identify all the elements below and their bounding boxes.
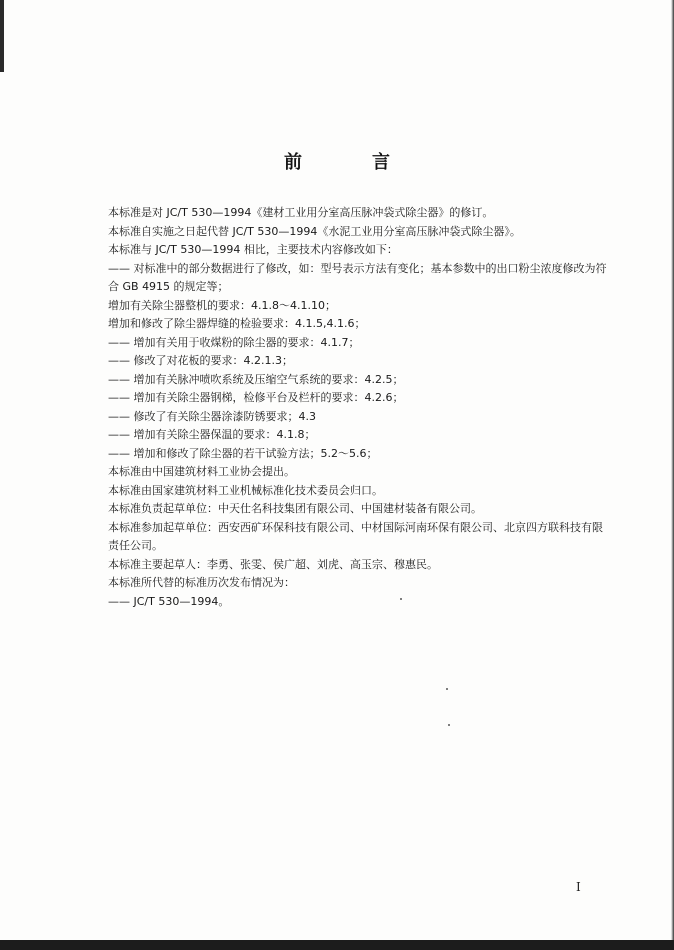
- paragraph: 本标准由中国建筑材料工业协会提出。: [108, 465, 295, 478]
- foreword-body: [88, 204, 608, 611]
- paragraph: 增加和修改了除尘器焊缝的检验要求：4.1.5,4.1.6；: [108, 317, 366, 330]
- paragraph: 本标准负责起草单位：中天仕名科技集团有限公司、中国建材装备有限公司。: [108, 502, 482, 515]
- scan-speck: [400, 598, 402, 600]
- scan-speck: [446, 688, 448, 690]
- list-item: —— 增加有关用于收煤粉的除尘器的要求：4.1.7；: [108, 335, 360, 349]
- scan-edge-bottom: [0, 940, 674, 950]
- list-item: —— 修改了对花板的要求：4.2.1.3；: [108, 354, 293, 367]
- paragraph: 本标准由国家建筑材料工业机械标准化技术委员会归口。: [108, 483, 383, 497]
- paragraph: 增加有关除尘器整机的要求：4.1.8～4.1.10；: [108, 298, 336, 312]
- list-item: —— 增加有关脉冲喷吹系统及压缩空气系统的要求：4.2.5；: [108, 372, 404, 386]
- paragraph: 本标准所代替的标准历次发布情况为：: [108, 576, 295, 589]
- paragraph: —— 对标准中的部分数据进行了修改，如：型号表示方法有变化；基本参数中的出口粉尘浓度修改为符合 GB 4915 的规定等；: [108, 261, 607, 293]
- scan-edge-left: [0, 0, 4, 72]
- page-number: I: [576, 880, 581, 894]
- page-title: 前 言: [284, 152, 416, 173]
- list-item: —— JC/T 530—1994。: [108, 594, 230, 608]
- paragraph: 本标准自实施之日起代替 JC/T 530—1994《水泥工业用分室高压脉冲袋式除尘器》。: [108, 224, 521, 238]
- paragraph: 本标准主要起草人：李勇、张雯、侯广超、刘虎、高玉宗、穆惠民。: [108, 557, 438, 571]
- paragraph: 本标准与 JC/T 530—1994 相比，主要技术内容修改如下：: [108, 243, 398, 256]
- list-item: —— 增加有关除尘器钢梯，检修平台及栏杆的要求：4.2.6；: [108, 391, 404, 404]
- list-item: —— 增加和修改了除尘器的若干试验方法；5.2～5.6；: [108, 446, 378, 460]
- paragraph: 本标准是对 JC/T 530—1994《建材工业用分室高压脉冲袋式除尘器》的修订。: [108, 206, 494, 219]
- list-item: —— 修改了有关除尘器涂漆防锈要求；4.3: [108, 409, 316, 423]
- paragraph: 本标准参加起草单位：西安西矿环保科技有限公司、中材国际河南环保有限公司、北京四方联科技有限责任公司。: [108, 520, 603, 552]
- list-item: —— 增加有关除尘器保温的要求：4.1.8；: [108, 428, 316, 441]
- scan-speck: [448, 724, 450, 726]
